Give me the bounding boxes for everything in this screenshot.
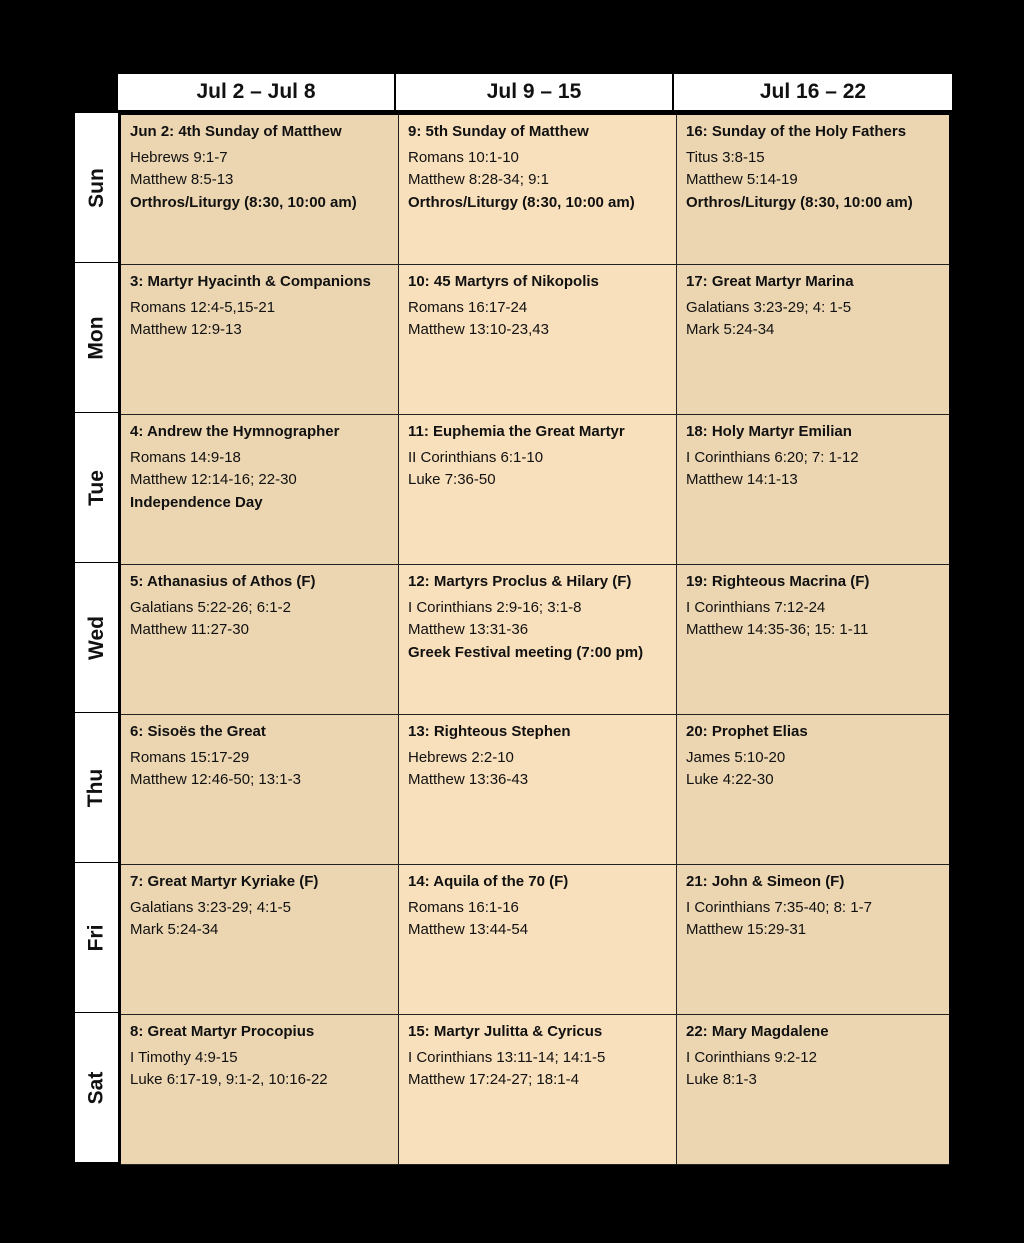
feast-title: 4: Andrew the Hymnographer (130, 423, 340, 440)
event-note: Greek Festival meeting (7:00 pm) (408, 643, 644, 661)
feast-title: 19: Righteous Macrina (F) (686, 573, 870, 590)
calendar-cell (677, 115, 949, 265)
day-label-text: Sat (84, 1071, 108, 1104)
reading-line: I Corinthians 2:9-16; 3:1-8 (408, 598, 582, 616)
reading-line: Galatians 3:23-29; 4:1-5 (130, 898, 291, 916)
reading-line: Matthew 17:24-27; 18:1-4 (408, 1071, 579, 1088)
reading-line: I Corinthians 9:2-12 (686, 1048, 817, 1066)
reading-line: Mark 5:24-34 (686, 321, 775, 338)
feast-title: 16: Sunday of the Holy Fathers (686, 123, 907, 140)
day-label (75, 563, 118, 713)
calendar-grid (118, 112, 952, 1170)
day-label (75, 263, 118, 413)
reading-line: Mark 5:24-34 (130, 921, 219, 938)
day-label-text: Wed (84, 615, 108, 660)
feast-title: 6: Sisoës the Great (130, 723, 266, 740)
week-header-row (118, 74, 952, 112)
reading-line: Galatians 5:22-26; 6:1-2 (130, 598, 291, 616)
reading-line: Matthew 13:44-54 (408, 921, 529, 938)
day-label-text: Mon (84, 315, 108, 360)
reading-line: Matthew 13:31-36 (408, 621, 529, 638)
calendar-row (121, 865, 949, 1015)
reading-line: Matthew 12:46-50; 13:1-3 (130, 771, 301, 788)
day-label (75, 863, 118, 1013)
feast-title: 12: Martyrs Proclus & Hilary (F) (408, 573, 632, 590)
reading-line: Matthew 12:9-13 (130, 321, 242, 338)
feast-title: 22: Mary Magdalene (686, 1023, 829, 1040)
reading-line: Matthew 13:10-23,43 (408, 321, 549, 338)
reading-line: Luke 8:1-3 (686, 1071, 757, 1088)
feast-title: 14: Aquila of the 70 (F) (408, 873, 569, 890)
calendar-cell (399, 715, 677, 865)
reading-line: Luke 6:17-19, 9:1-2, 10:16-22 (130, 1071, 328, 1088)
reading-line: I Corinthians 7:12-24 (686, 598, 826, 616)
day-label (75, 413, 118, 563)
feast-title: 8: Great Martyr Procopius (130, 1023, 315, 1040)
calendar-cell (121, 265, 399, 415)
feast-title: 20: Prophet Elias (686, 723, 808, 740)
reading-line: Matthew 5:14-19 (686, 171, 798, 188)
reading-line: Matthew 11:27-30 (130, 621, 249, 638)
week-header-1: Jul 2 – Jul 8 (118, 74, 396, 110)
calendar-row (121, 415, 949, 565)
reading-line: Romans 16:1-16 (408, 898, 519, 916)
week-header-3: Jul 16 – 22 (674, 74, 952, 110)
feast-title: Jun 2: 4th Sunday of Matthew (130, 123, 342, 140)
feast-title: 18: Holy Martyr Emilian (686, 423, 852, 440)
reading-line: Romans 16:17-24 (408, 298, 528, 316)
day-label-text: Sun (84, 167, 108, 208)
reading-line: Galatians 3:23-29; 4: 1-5 (686, 298, 852, 316)
reading-line: Matthew 8:5-13 (130, 171, 234, 188)
reading-line: Titus 3:8-15 (686, 148, 765, 166)
reading-line: Hebrews 2:2-10 (408, 748, 514, 766)
reading-line: Matthew 12:14-16; 22-30 (130, 471, 297, 488)
calendar-cell (677, 565, 949, 715)
feast-title: 10: 45 Martyrs of Nikopolis (408, 273, 599, 290)
reading-line: II Corinthians 6:1-10 (408, 448, 544, 466)
calendar-cell (121, 865, 399, 1015)
calendar-cell (677, 415, 949, 565)
reading-line: Luke 4:22-30 (686, 771, 774, 788)
reading-line: Romans 12:4-5,15-21 (130, 298, 276, 316)
day-label-text: Tue (84, 469, 108, 506)
reading-line: I Corinthians 6:20; 7: 1-12 (686, 448, 859, 466)
calendar-cell (121, 565, 399, 715)
calendar-row (121, 565, 949, 715)
reading-line: Hebrews 9:1-7 (130, 148, 228, 166)
feast-title: 7: Great Martyr Kyriake (F) (130, 873, 319, 890)
calendar-cell (121, 115, 399, 265)
day-label (75, 713, 118, 863)
feast-title: 17: Great Martyr Marina (686, 273, 854, 290)
calendar-row (121, 265, 949, 415)
week-header-2: Jul 9 – 15 (396, 74, 674, 110)
calendar-cell (399, 865, 677, 1015)
reading-line: Luke 7:36-50 (408, 471, 496, 488)
calendar-cell (121, 715, 399, 865)
calendar-cell (121, 415, 399, 565)
reading-line: Matthew 8:28-34; 9:1 (408, 171, 549, 188)
calendar-cell (677, 1015, 949, 1165)
event-note: Orthros/Liturgy (8:30, 10:00 am) (686, 193, 913, 211)
feast-title: 3: Martyr Hyacinth & Companions (130, 273, 371, 290)
calendar-cell (399, 415, 677, 565)
reading-line: Romans 10:1-10 (408, 148, 519, 166)
reading-line: Romans 15:17-29 (130, 748, 250, 766)
day-label (75, 1013, 118, 1163)
calendar-row (121, 115, 949, 265)
reading-line: Matthew 15:29-31 (686, 921, 807, 938)
reading-line: I Timothy 4:9-15 (130, 1048, 238, 1066)
day-label-text: Fri (84, 924, 108, 951)
calendar-cell (399, 565, 677, 715)
day-label-text: Thu (84, 768, 108, 807)
event-note: Orthros/Liturgy (8:30, 10:00 am) (130, 193, 357, 211)
reading-line: Matthew 14:35-36; 15: 1-11 (686, 621, 869, 638)
calendar-cell (121, 1015, 399, 1165)
calendar-cell (677, 715, 949, 865)
reading-line: Matthew 14:1-13 (686, 471, 798, 488)
event-note: Orthros/Liturgy (8:30, 10:00 am) (408, 193, 635, 211)
feast-title: 5: Athanasius of Athos (F) (130, 573, 316, 590)
reading-line: Romans 14:9-18 (130, 448, 241, 466)
feast-title: 21: John & Simeon (F) (686, 873, 845, 890)
calendar-cell (677, 865, 949, 1015)
reading-line: I Corinthians 7:35-40; 8: 1-7 (686, 898, 872, 916)
feast-title: 15: Martyr Julitta & Cyricus (408, 1023, 603, 1040)
day-label (75, 113, 118, 263)
feast-title: 11: Euphemia the Great Martyr (408, 423, 625, 440)
calendar-cell (399, 265, 677, 415)
event-note: Independence Day (130, 493, 263, 511)
calendar-cell (399, 115, 677, 265)
feast-title: 13: Righteous Stephen (408, 723, 571, 740)
calendar-row (121, 715, 949, 865)
reading-line: Matthew 13:36-43 (408, 771, 529, 788)
calendar-cell (399, 1015, 677, 1165)
reading-line: James 5:10-20 (686, 748, 786, 766)
calendar-row (121, 1015, 949, 1165)
feast-title: 9: 5th Sunday of Matthew (408, 123, 589, 140)
reading-line: I Corinthians 13:11-14; 14:1-5 (408, 1048, 606, 1066)
calendar-cell (677, 265, 949, 415)
